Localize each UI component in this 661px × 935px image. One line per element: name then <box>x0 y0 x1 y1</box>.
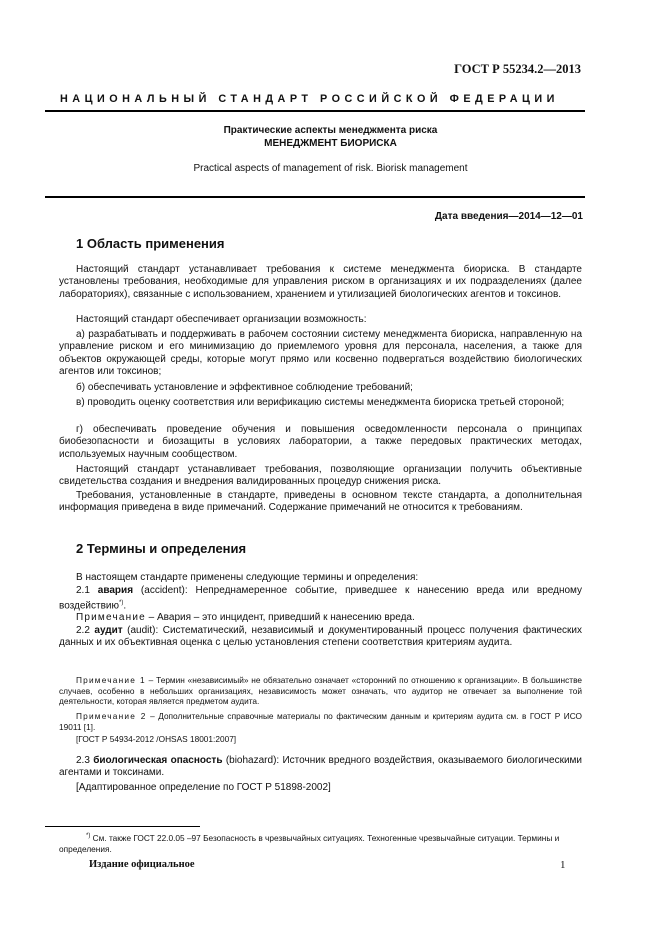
paragraph-text: Настоящий стандарт обеспечивает организации возможность: <box>76 314 367 325</box>
list-item-d <box>59 424 582 461</box>
section1-paragraph2 <box>59 314 582 326</box>
paragraph-text: в) проводить оценку соответствия или верификацию системы менеджмента биориска третьей стороной; <box>76 397 565 408</box>
term-2-3-reference <box>59 782 582 794</box>
term-name: биологическая опасность <box>93 755 223 766</box>
paragraph-text: Требования, установленные в стандарте, приведены в основном тексте стандарта, а дополнительная информация приведена в виде примечаний. Содержание примечаний не относится к требованиям. <box>59 490 582 514</box>
term-2-1-note <box>59 612 582 624</box>
term-definition: (audit): Систематический, независимый и документированный процесс получения фактических данных и их объективная оценка с целью установления степени соответствия критериям аудита. <box>59 625 583 649</box>
list-item-c <box>59 397 582 409</box>
note-text: – Дополнительные справочные материалы по фактическим данным и критериям аудита см. в ГОСТ Р ИСО 19011 [1]. <box>59 711 582 732</box>
section2-intro <box>59 572 582 584</box>
paragraph-text: Настоящий стандарт устанавливает требования, позволяющие организации получить объективные свидетельства создания и внедрения валидированных процедур снижения риска. <box>59 464 582 488</box>
term-2-3 <box>59 755 582 780</box>
term-number: 2.2 <box>76 625 90 636</box>
list-item-a <box>59 329 582 378</box>
note-line <box>59 612 582 624</box>
section1-paragraph1 <box>59 264 582 301</box>
reference-text: [Адаптированное определение по ГОСТ Р 51898-2002] <box>76 782 331 793</box>
title-rule <box>45 196 585 198</box>
paragraph-text: Настоящий стандарт устанавливает требования к системе менеджмента биориска. В стандарте установлены требования, необходимые для управления риском в организациях и их подразделениях (далее лабораториях), связанные с использованием, хранением и утилизацией биологических агентов и токсинов. <box>59 264 582 300</box>
term-line <box>59 755 582 780</box>
title-line1: Практические аспекты менеджмента риска <box>223 125 438 136</box>
footnote-line <box>59 831 582 855</box>
note-label: Примечание 2 <box>76 711 147 721</box>
note-text: – Авария – это инцидент, приведший к нанесению вреда. <box>148 612 415 623</box>
note-label: Примечание <box>76 612 146 623</box>
section1-heading: 1 Область применения <box>76 236 225 251</box>
paragraph-text: а) разрабатывать и поддерживать в рабочем состоянии систему менеджмента биориска, направленную на управление риском и его минимизацию до приемлемого уровня для персонала, населения, а также для объектов окружающей среды, которые могут прямо или косвенно подвергаться воздействию биологических агентов или токсинов; <box>59 329 582 377</box>
paragraph-text: г) обеспечивать проведение обучения и повышения осведомленности персонала о принципах биобезопасности и биозащиты в условиях лаборатории, а также передовых практических методах, используемых научным сообществом. <box>59 424 582 460</box>
gost-number: ГОСТ Р 55234.2—2013 <box>454 62 581 76</box>
introduction-date: Дата введения—2014—12—01 <box>434 211 583 222</box>
footnote-rule <box>45 826 200 827</box>
term-number: 2.3 <box>76 755 90 766</box>
national-standard-banner: НАЦИОНАЛЬНЫЙ СТАНДАРТ РОССИЙСКОЙ ФЕДЕРАЦИИ <box>60 93 559 105</box>
term-definition: (biohazard): Источник вредного воздействия, оказываемого биологическими агентами и токсинами. <box>59 755 582 779</box>
note-line <box>59 675 582 707</box>
term-name: авария <box>97 585 134 596</box>
term-2-2-reference <box>59 734 582 745</box>
note-label: Примечание 1 <box>76 675 146 685</box>
reference-text: [ГОСТ Р 54934-2012 /OHSAS 18001:2007] <box>76 734 237 744</box>
paragraph-text: б) обеспечивать установление и эффективное соблюдение требований; <box>76 382 413 393</box>
page-number: 1 <box>560 859 566 871</box>
term-2-1 <box>59 585 582 613</box>
term-2-2-note2 <box>59 711 582 732</box>
footnote-ref[interactable]: *) <box>118 600 124 607</box>
english-title: Practical aspects of management of risk. Biorisk management <box>193 163 468 174</box>
footnote <box>59 831 582 855</box>
term-2-2-note1 <box>59 675 582 707</box>
section1-paragraph4 <box>59 490 582 515</box>
term-number: 2.1 <box>76 585 90 596</box>
list-item-b <box>59 382 582 394</box>
section1-paragraph3 <box>59 464 582 489</box>
title-line2: МЕНЕДЖМЕНТ БИОРИСКА <box>264 138 397 149</box>
header-rule <box>45 110 585 112</box>
footnote-text: См. также ГОСТ 22.0.05 –97 Безопасность в чрезвычайных ситуациях. Техногенные чрезвычайные ситуации. Термины и определения. <box>59 832 560 854</box>
term-name: аудит <box>94 625 123 636</box>
note-line <box>59 711 582 732</box>
term-2-2 <box>59 625 582 650</box>
section2-heading: 2 Термины и определения <box>76 541 247 556</box>
term-line: 2.1 авария (accident): Непреднамеренное событие, приведшее к нанесению вреда или вредному воздействию*). <box>59 585 583 612</box>
paragraph-text: В настоящем стандарте применены следующие термины и определения: <box>76 572 419 583</box>
official-edition-label: Издание официальное <box>89 859 195 870</box>
term-line <box>59 625 582 650</box>
term-definition: (accident): Непреднамеренное событие, приведшее к нанесению вреда или вредному воздействию <box>59 585 583 612</box>
note-text: – Термин «независимый» не обязательно означает «сторонний по отношению к организации». В большинстве случаев, особенно в небольших организациях, независимость может означать, что аудитор не отвечает за выполнение той деятельности, которая является предметом аудита. <box>59 675 582 707</box>
footnote-mark: *) <box>86 833 91 839</box>
